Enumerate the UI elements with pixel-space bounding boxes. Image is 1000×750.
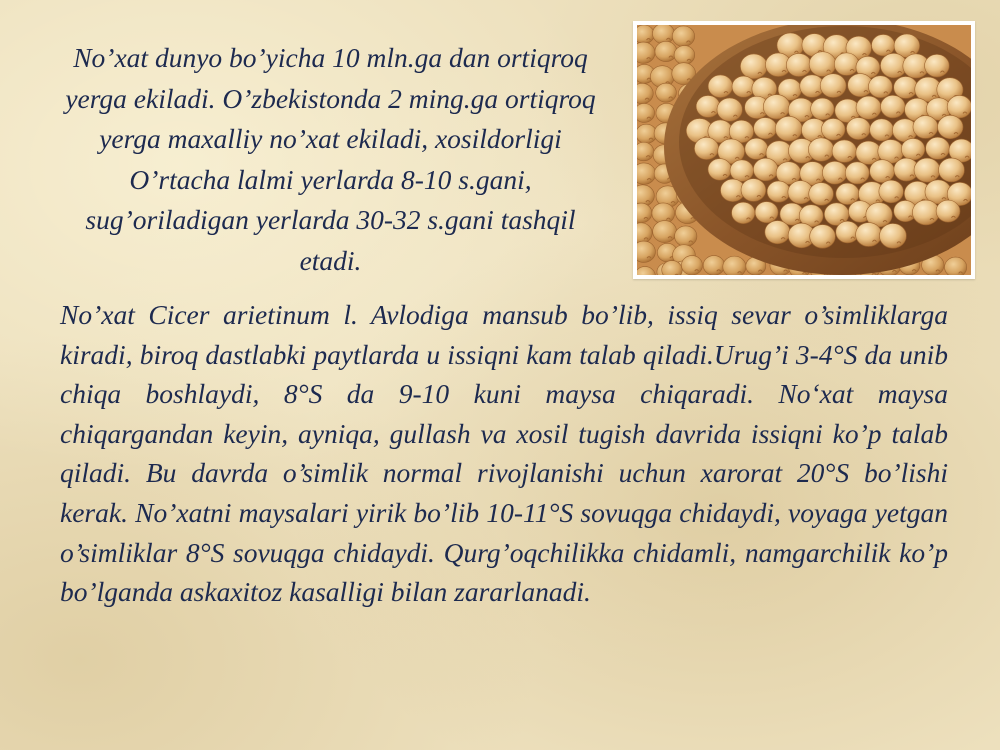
chickpea [881, 95, 906, 118]
chickpea [926, 137, 950, 159]
chickpea [753, 158, 778, 181]
chickpea [810, 225, 836, 249]
chickpea [894, 76, 918, 98]
chickpea [947, 95, 971, 118]
chickpea [675, 226, 697, 247]
chickpea [696, 95, 720, 117]
chickpea [939, 158, 965, 182]
chickpea [755, 202, 778, 223]
chickpea [945, 257, 967, 275]
chickpea [879, 223, 906, 248]
chickpea [832, 140, 856, 163]
chickpea [765, 221, 790, 244]
chickpea [656, 83, 677, 102]
chickpea [786, 53, 811, 76]
chickpea [653, 221, 677, 243]
chickpea [652, 25, 674, 44]
chickpea [681, 256, 702, 275]
chickpeas-bowl-image [637, 25, 971, 275]
chickpea [745, 138, 768, 159]
chickpea [637, 142, 654, 161]
chickpea [879, 180, 904, 203]
chickpea [870, 160, 895, 183]
chickpea [856, 223, 882, 247]
chickpea [809, 52, 836, 77]
chickpea [674, 46, 695, 65]
chickpea [723, 256, 746, 275]
chickpea [730, 160, 753, 182]
chickpea [637, 25, 654, 44]
chickpea [717, 98, 742, 121]
chickpea [767, 181, 790, 202]
chickpeas-photo [633, 21, 975, 279]
chickpea [822, 161, 847, 184]
chickpea [754, 118, 777, 139]
chickpea [871, 34, 894, 55]
chickpea [637, 103, 655, 122]
intro-paragraph: No’xat dunyo bo’yicha 10 mln.ga dan ortiqroq yerga ekiladi. O’zbekistonda 2 ming.ga ortiqroq yerga maxalliy no’xat ekiladi, xosildorligi O’rtacha lalmi yerlarda 8-10 s.gani, sug’oriladigan yerlarda 30-32 s.gani tashqil etadi. [65, 42, 596, 276]
chickpea [775, 116, 802, 141]
chickpea [808, 138, 833, 161]
chickpea [820, 74, 846, 98]
chickpea [821, 118, 845, 140]
chickpea [845, 162, 869, 184]
chickpea [936, 200, 960, 222]
chickpea [834, 53, 859, 76]
chickpea [914, 158, 940, 182]
chickpea [811, 98, 835, 120]
chickpea [809, 183, 834, 206]
chickpea [708, 75, 733, 98]
chickpea [732, 202, 755, 223]
chickpea [938, 115, 963, 138]
chickpea [732, 76, 755, 97]
chickpea [868, 76, 892, 98]
chickpea [856, 96, 881, 119]
chickpea [901, 138, 924, 160]
chickpea [925, 54, 950, 77]
chickpea [912, 200, 939, 225]
chickpea [846, 118, 870, 140]
chickpea [708, 159, 732, 181]
chickpea [703, 256, 724, 275]
chickpea [870, 119, 894, 141]
chickpea [740, 54, 767, 79]
chickpea [913, 116, 938, 139]
chickpea [763, 95, 790, 120]
chickpea [741, 179, 766, 202]
main-paragraph: No’xat Cicer arietinum l. Avlodiga mansub bo’lib, issiq sevar o’simliklarga kiradi, biroq dastlabki paytlarda u issiqni kam talab qiladi.Urug’i 3-4°S da unib chiqa boshlaydi, 8°S da 9-10 kuni maysa chiqaradi. No‘xat maysa chiqargandan keyin, ayniqa, gullash va xosil tugish davrida issiqni ko’p talab qiladi. Bu davrda o’simlik normal rivojlanishi uchun xarorat 20°S bo’lishi kerak. No’xatni maysalari yirik bo’lib 10-11°S sovuqga chidaydi, voyaga yetgan o’simliklar 8°S sovuqga chidaydi. Qurg’oqchilikka chidamli, namgarchilik ko’p bo’lganda askaxitoz kasalligi bilan zararlanadi. [60, 299, 948, 608]
chickpea [655, 41, 677, 61]
chickpea [672, 26, 694, 47]
chickpea [694, 137, 718, 159]
